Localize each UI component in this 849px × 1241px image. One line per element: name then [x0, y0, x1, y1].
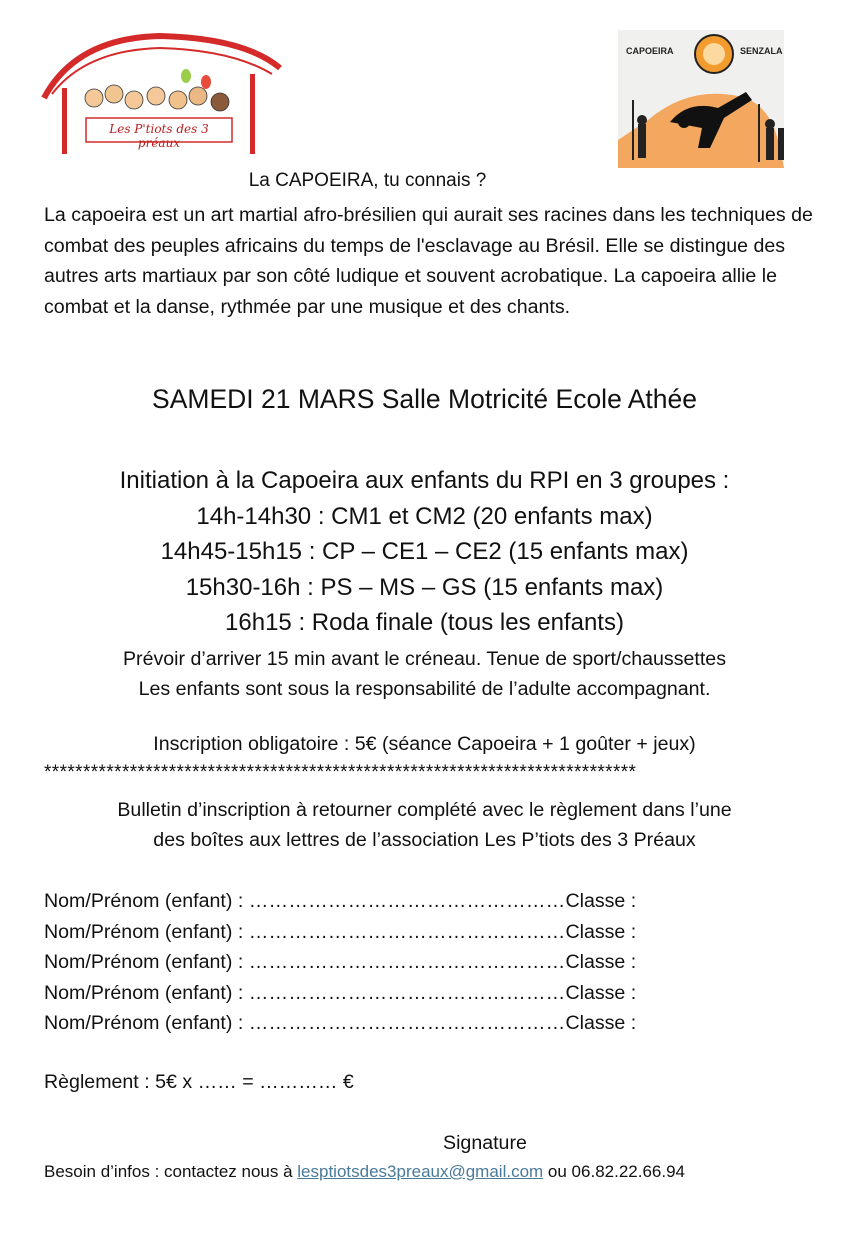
child-name-field[interactable]: …………………………………………	[248, 1012, 566, 1035]
class-label: Classe :	[565, 981, 637, 1004]
schedule-slot: 15h30-16h : PS – MS – GS (15 enfants max)	[185, 573, 664, 601]
child-name-field[interactable]: …………………………………………	[248, 951, 566, 974]
association-logo-text: Les P'tiots des 3 préaux	[109, 122, 209, 150]
inscription-line: Inscription obligatoire : 5€ (séance Capoeira + 1 goûter + jeux)	[153, 733, 696, 755]
child-name-label: Nom/Prénom (enfant) :	[44, 1012, 244, 1035]
child-name-field[interactable]: …………………………………………	[248, 981, 566, 1004]
bulletin-line-2: des boîtes aux lettres de l’association Les P’tiots des 3 Préaux	[153, 829, 696, 851]
contact-line	[44, 1162, 685, 1182]
child-row[interactable]	[44, 1008, 636, 1039]
schedule-slot: 14h45-15h15 : CP – CE1 – CE2 (15 enfants max)	[160, 538, 689, 565]
separator: ****************************************************************************	[44, 762, 637, 783]
schedule-block	[0, 463, 849, 641]
logo-word-capoeira: CAPOEIRA	[626, 46, 674, 56]
bulletin-instructions	[0, 795, 849, 855]
intro-question: La CAPOEIRA, tu connais ?	[248, 170, 487, 191]
event-date-line: SAMEDI 21 MARS Salle Motricité Ecole Athée	[152, 384, 697, 414]
contact-prefix: Besoin d’infos : contactez nous à	[44, 1162, 298, 1181]
schedule-slot: 14h-14h30 : CM1 et CM2 (20 enfants max)	[196, 502, 653, 530]
child-name-field[interactable]: …………………………………………	[248, 890, 566, 912]
class-label: Classe :	[565, 890, 637, 912]
child-row[interactable]	[44, 886, 636, 917]
responsibility-note: Les enfants sont sous la responsabilité de l’adulte accompagnant.	[138, 678, 711, 700]
registration-form	[44, 886, 636, 1039]
initiation-line: Initiation à la Capoeira aux enfants du RPI en 3 groupes :	[119, 467, 730, 494]
child-row[interactable]	[44, 947, 636, 978]
association-logo	[36, 28, 284, 158]
email-link[interactable]: lesptiotsdes3preaux@gmail.com	[297, 1162, 544, 1181]
child-row[interactable]	[44, 978, 636, 1009]
notes-block	[0, 644, 849, 704]
child-name-label: Nom/Prénom (enfant) :	[44, 951, 244, 974]
arrival-note: Prévoir d’arriver 15 min avant le créneau. Tenue de sport/chaussettes	[122, 648, 726, 670]
signature-label: Signature	[443, 1132, 527, 1154]
intro-paragraph: La capoeira est un art martial afro-brésilien qui aurait ses racines dans les techniques de combat des peuples africains du temps de l'esclavage au Brésil. Elle se distingue des autres arts martiaux par son côté ludique et souvent acrobatique. La capoeira allie le combat et la danse, rythmée par une musique et des chants.	[44, 204, 813, 318]
contact-phone: ou 06.82.22.66.94	[543, 1162, 685, 1181]
schedule-slot: 16h15 : Roda finale (tous les enfants)	[225, 609, 624, 636]
payment-line[interactable]: Règlement : 5€ x …… = ………… €	[44, 1071, 354, 1093]
bulletin-line-1: Bulletin d’inscription à retourner complété avec le règlement dans l’une	[117, 799, 732, 821]
child-row[interactable]	[44, 917, 636, 948]
class-label: Classe :	[565, 951, 637, 974]
logo-word-senzala: SENZALA	[740, 46, 783, 56]
capoeira-senzala-logo	[618, 30, 784, 168]
child-name-label: Nom/Prénom (enfant) :	[44, 981, 244, 1004]
intro-question-row	[0, 170, 849, 192]
child-name-label: Nom/Prénom (enfant) :	[44, 920, 244, 943]
class-label: Classe :	[565, 920, 637, 943]
class-label: Classe :	[565, 1012, 637, 1035]
child-name-field[interactable]: …………………………………………	[248, 920, 566, 943]
child-name-label: Nom/Prénom (enfant) :	[44, 890, 244, 912]
